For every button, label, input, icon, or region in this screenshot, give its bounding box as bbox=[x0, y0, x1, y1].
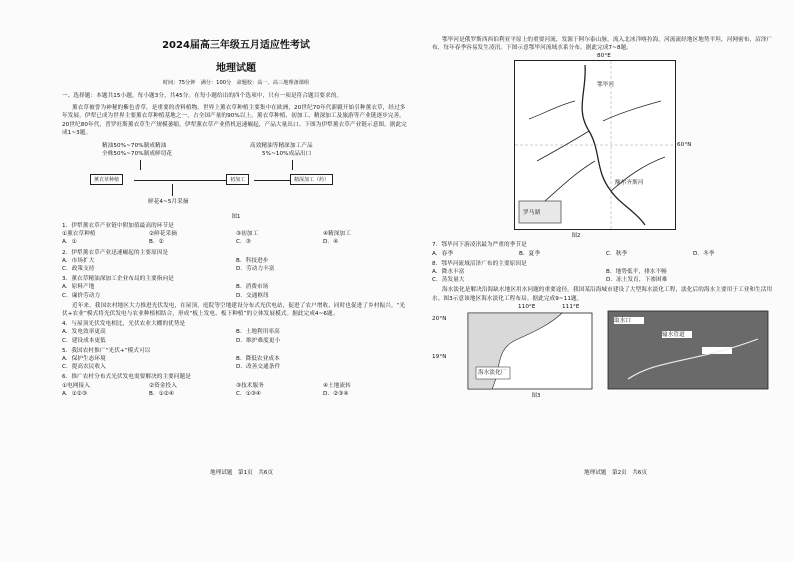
q5-opt-c: C．提高农民收入 bbox=[62, 364, 106, 371]
fig3-label-3: 输水管道 bbox=[662, 331, 685, 338]
figure-2-map bbox=[514, 53, 692, 230]
material-2: 近年来，我国农村地区大力推进光伏发电，在屋顶、庭院等空地建设分布式光伏电站，促进了农户增收，同时也促进了乡村振兴。“光伏+农业”模式将光伏发电与农业种植相结合，形成“板上发电、板下种植”的立体发展模式。据此完成4~6题。 bbox=[62, 302, 406, 318]
q1-choice-c: C．③ bbox=[236, 239, 251, 246]
question-1: 1．伊犁薰衣草产业链中附加值最高的环节是 bbox=[62, 223, 174, 230]
q4-opt-c: C．建设成本更低 bbox=[62, 337, 106, 344]
q6-choice-a: A．①②③ bbox=[62, 390, 87, 397]
section-heading: 一、选择题：本题共15小题，每小题3分，共45分。在每小题给出的四个选项中，只有一项是符合题目要求的。 bbox=[62, 93, 343, 99]
fig2-place-1: 鄂毕河 bbox=[597, 82, 615, 89]
fig1-label-top4: 5%~10%成品出口 bbox=[262, 151, 312, 158]
q8-opt-d: D．冻土发育，下渗困难 bbox=[606, 277, 668, 284]
q3-opt-a: A．原料产地 bbox=[62, 284, 95, 291]
question-7: 7．鄂毕河下游凌汛最为严重的季节是 bbox=[432, 242, 527, 249]
q6-choice-d: D．②③④ bbox=[323, 390, 349, 397]
q1-choice-a: A．① bbox=[62, 239, 77, 246]
q7-opt-c: C．秋季 bbox=[606, 250, 628, 257]
fig1-caption: 图1 bbox=[231, 214, 241, 221]
question-4: 4．与屋顶光伏发电相比，光伏农业大棚的优势是 bbox=[62, 321, 186, 328]
q6-opt-4: ④土地流转 bbox=[323, 382, 351, 389]
q8-options-2 bbox=[432, 276, 780, 284]
fig2-caption: 图2 bbox=[571, 233, 581, 240]
q1-opt-1: ①薰衣草种植 bbox=[62, 231, 96, 238]
q8-options bbox=[432, 268, 780, 276]
q2-options bbox=[62, 257, 410, 265]
fig3-lat-1: 20°N bbox=[432, 315, 447, 322]
q7-options bbox=[432, 250, 780, 258]
fig1-node-primary: 初加工 bbox=[226, 174, 249, 185]
q5-opt-d: D．改善交通条件 bbox=[236, 364, 281, 371]
q1-opt-4: ④精深加工 bbox=[323, 231, 351, 238]
page-footer-left: 地理试题 第1页 共6页 bbox=[210, 470, 274, 476]
subject-title: 地理试题 bbox=[216, 63, 256, 74]
q3-opt-c: C．廉价劳动力 bbox=[62, 292, 101, 299]
fig2-river-svg bbox=[515, 61, 675, 229]
q6-options bbox=[62, 382, 410, 390]
left-column bbox=[62, 30, 410, 398]
q1-opt-2: ②鲜花采摘 bbox=[149, 231, 177, 238]
question-2: 2．伊犁薰衣草产业迅速崛起的主要原因是 bbox=[62, 249, 169, 256]
fig3-label-1: 海水淡化厂 bbox=[478, 369, 507, 376]
q3-options bbox=[62, 283, 410, 291]
exam-meta: 时间：75分钟 满分：100分 命题校：高一、高三地理备课组 bbox=[162, 80, 310, 86]
q7-opt-a: A．春季 bbox=[432, 250, 454, 257]
question-3: 3．薰衣草精油深加工企业布局的主要指向是 bbox=[62, 276, 174, 283]
material-1: 薰衣草被誉为神秘的紫色香草，是重要的香料植物。世界上薰衣草种植主要集中在欧洲，20世纪70年代新疆开始引种薰衣草，经过多年发展，伊犁已成为世界主要薰衣草种植基地之一，占全国产量的90%以上。薰衣草种植、初加工、精深加工及旅游等产业链逐步完善。20世纪80年代，普罗旺斯薰衣草生产规模萎缩，伊犁薰衣草产业借机迅速崛起，产品大量出口。下图为伊犁薰衣草产业链示意图。据此完成1~3题。 bbox=[62, 105, 407, 136]
q8-opt-a: A．降水丰富 bbox=[432, 269, 465, 276]
q4-opt-b: B．土地利用率高 bbox=[236, 329, 280, 336]
q6-choice-c: C．①③④ bbox=[236, 390, 262, 397]
material-4: 海水淡化是解决沿海缺水地区用水问题的重要途径。我国某沿海城市建设了大型海水淡化工程，淡化后的海水主要用于工业和生活用水。图3示意该地区海水淡化工程布局。据此完成9~11题。 bbox=[432, 287, 773, 302]
q1-choice-b: B．② bbox=[149, 239, 164, 246]
fig2-place-2: 额尔齐斯河 bbox=[615, 180, 644, 187]
fig3-caption: 图3 bbox=[531, 392, 541, 399]
q1-choice-d: D．④ bbox=[323, 239, 339, 246]
fig3-svg bbox=[432, 309, 780, 391]
fig1-label-top2: 全株50%~70%制成鲜切花 bbox=[102, 151, 173, 158]
fig1-arrow-v3 bbox=[172, 184, 173, 196]
q2-opt-b: B．科技进步 bbox=[236, 257, 269, 264]
q4-options-2 bbox=[62, 337, 410, 345]
page-footer-right: 地理试题 第2页 共6页 bbox=[584, 470, 648, 476]
figure-1 bbox=[62, 140, 410, 210]
q8-opt-b: B．地势低平，排水不畅 bbox=[606, 269, 667, 276]
exam-title: 2024届高三年级五月适应性考试 bbox=[162, 40, 310, 51]
q3-opt-b: B．消费市场 bbox=[236, 284, 269, 291]
fig1-node-deep: 精深加工（药） bbox=[290, 174, 333, 185]
q2-opt-a: A．市场扩大 bbox=[62, 257, 95, 264]
fig2-lat-label: 60°N bbox=[677, 142, 692, 149]
q6-opt-2: ②资金投入 bbox=[149, 382, 177, 389]
q7-opt-d: D．冬季 bbox=[693, 250, 715, 257]
fig1-arrow-1 bbox=[134, 180, 226, 181]
fig3-label-2: 取水口 bbox=[614, 317, 632, 324]
fig2-lon-label: 80°E bbox=[597, 53, 611, 60]
fig3-lon-2: 111°E bbox=[562, 303, 580, 310]
q2-options-2 bbox=[62, 265, 410, 273]
q1-choices bbox=[62, 238, 410, 246]
q4-opt-d: D．维护难度更小 bbox=[236, 337, 281, 344]
q2-opt-c: C．政策支持 bbox=[62, 266, 95, 273]
fig1-arrow-v2 bbox=[292, 160, 293, 170]
q8-opt-c: C．蒸发量大 bbox=[432, 277, 465, 284]
fig1-label-top3: 高效精油等精深加工产品 bbox=[250, 143, 313, 150]
fig1-node-planting: 薰衣草种植 bbox=[90, 174, 123, 185]
fig2-place-3: 罗马湖 bbox=[523, 210, 541, 217]
q3-options-2 bbox=[62, 292, 410, 300]
q6-opt-3: ③技术服务 bbox=[236, 382, 264, 389]
q4-opt-a: A．发电效率更高 bbox=[62, 329, 106, 336]
right-column bbox=[432, 36, 780, 399]
q5-opt-b: B．降低农业成本 bbox=[236, 356, 280, 363]
q1-options bbox=[62, 230, 410, 238]
q3-opt-d: D．交通枢纽 bbox=[236, 292, 269, 299]
fig3-lon-1: 110°E bbox=[518, 303, 536, 310]
q6-choice-b: B．①②④ bbox=[149, 390, 174, 397]
fig3-lat-2: 19°N bbox=[432, 353, 447, 360]
q2-opt-d: D．劳动力丰富 bbox=[236, 266, 275, 273]
q5-options bbox=[62, 355, 410, 363]
fig1-label-bottom: 鲜花4~5月采摘 bbox=[148, 199, 189, 206]
q5-options-2 bbox=[62, 363, 410, 371]
figure-3 bbox=[432, 303, 780, 391]
q1-opt-3: ③初加工 bbox=[236, 231, 259, 238]
question-5: 5．我国农村推广“光伏+”模式可以 bbox=[62, 347, 151, 354]
fig1-arrow-v1 bbox=[140, 160, 141, 170]
material-3: 鄂毕河是俄罗斯西西伯利亚平原上的重要河流，发源于阿尔泰山脉，流入北冰洋喀拉海。河流流经地区地势平坦，河网密布，沼泽广布，每年春季容易发生凌汛。下图示意鄂毕河流域水系分布。据此完成7~8题。 bbox=[432, 37, 773, 52]
q7-opt-b: B．夏季 bbox=[519, 250, 541, 257]
q5-opt-a: A．保护生态环境 bbox=[62, 356, 106, 363]
q6-opt-1: ①电网接入 bbox=[62, 382, 90, 389]
fig1-label-top1: 精油50%~70%制成精油 bbox=[102, 143, 167, 150]
q4-options bbox=[62, 328, 410, 336]
question-8: 8．鄂毕河流域沼泽广布的主要原因是 bbox=[432, 260, 527, 267]
fig1-arrow-2 bbox=[254, 180, 290, 181]
question-6: 6．推广农村分布式光伏发电需要解决的主要问题是 bbox=[62, 374, 191, 381]
